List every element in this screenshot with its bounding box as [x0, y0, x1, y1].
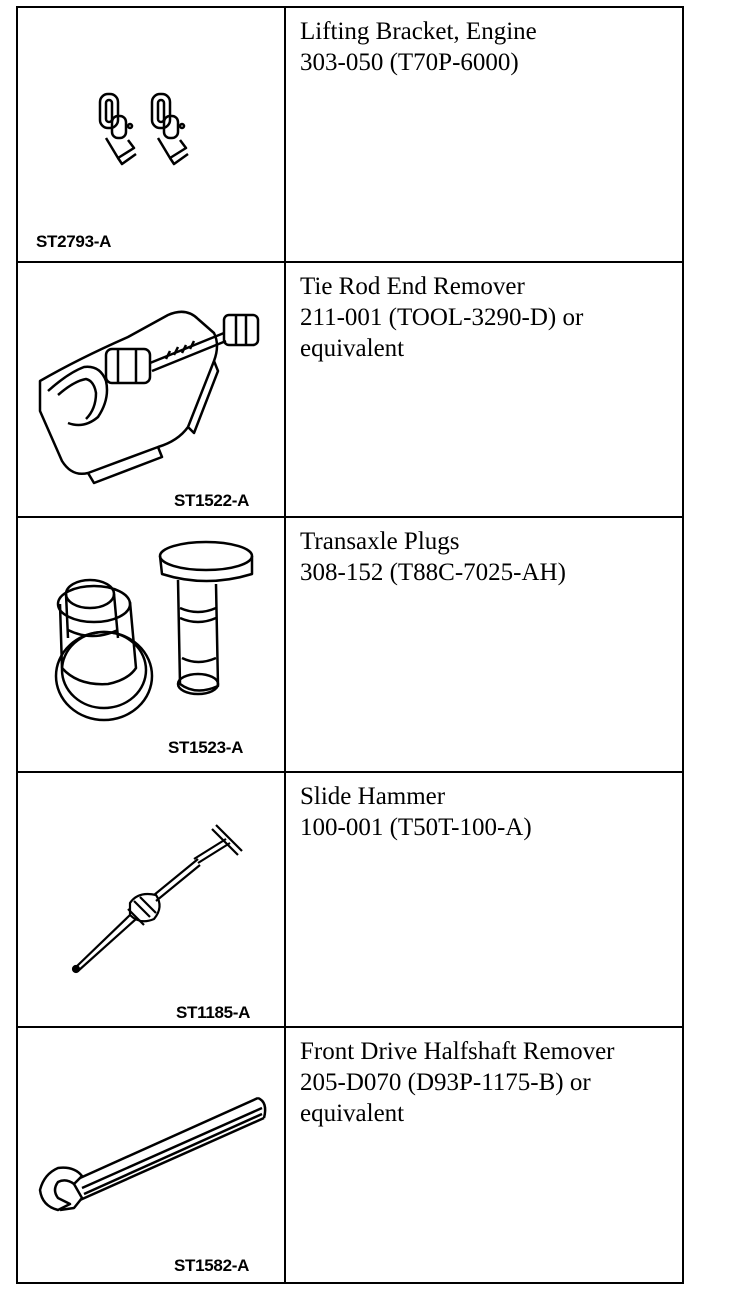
- tool-name: Slide Hammer: [300, 783, 446, 810]
- tool-illustration-cell: [18, 263, 286, 516]
- table-row: [18, 263, 682, 518]
- tool-name: Tie Rod End Remover: [300, 273, 525, 300]
- table-row: [18, 773, 682, 1028]
- tool-part-number: 205-D070 (D93P-1175-B) or: [300, 1069, 591, 1096]
- tool-code: ST1185-A: [176, 1003, 251, 1022]
- tool-code: ST1582-A: [174, 1256, 250, 1275]
- tool-description: [300, 271, 680, 364]
- tool-illustration-cell: [18, 773, 286, 1026]
- slide-hammer-icon: [18, 773, 284, 1026]
- tie-rod-end-remover-icon: [18, 263, 284, 516]
- tool-description: [300, 1036, 680, 1129]
- tool-part-number: 303-050 (T70P-6000): [300, 49, 519, 76]
- tool-illustration-cell: [18, 8, 286, 261]
- tool-part-number: 100-001 (T50T-100-A): [300, 814, 532, 841]
- table-row: [18, 8, 682, 263]
- special-tools-table: [16, 6, 684, 1284]
- tool-part-number: 308-152 (T88C-7025-AH): [300, 559, 566, 586]
- transaxle-plugs-icon: [18, 518, 284, 771]
- tool-description: [300, 781, 680, 843]
- tool-illustration-cell: [18, 518, 286, 771]
- tool-part-number: 211-001 (TOOL-3290-D) or: [300, 304, 584, 331]
- tool-code: ST1522-A: [174, 491, 250, 510]
- tool-illustration-cell: [18, 1028, 286, 1282]
- tool-name: Front Drive Halfshaft Remover: [300, 1038, 615, 1065]
- halfshaft-remover-icon: [18, 1028, 284, 1280]
- tool-description: [300, 16, 680, 78]
- tool-code: ST1523-A: [168, 738, 244, 757]
- tool-note: equivalent: [300, 1100, 405, 1127]
- tool-name: Transaxle Plugs: [300, 528, 460, 555]
- tool-description: [300, 526, 680, 588]
- tool-name: Lifting Bracket, Engine: [300, 18, 537, 45]
- table-row: [18, 518, 682, 773]
- tool-code: ST2793-A: [36, 232, 112, 251]
- table-row: [18, 1028, 682, 1282]
- lifting-bracket-icon: [18, 8, 284, 261]
- tool-note: equivalent: [300, 335, 405, 362]
